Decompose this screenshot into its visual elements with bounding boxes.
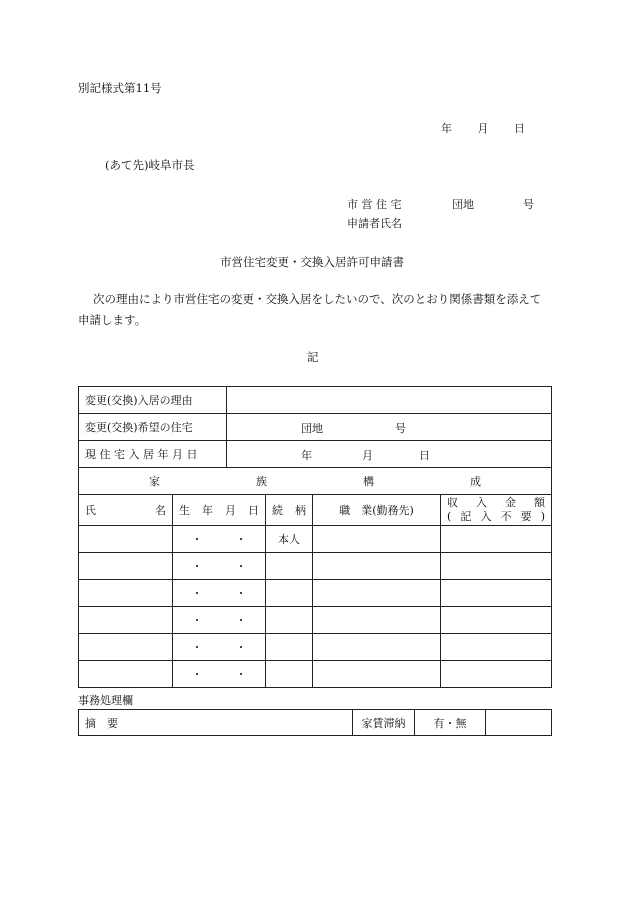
member-name[interactable] <box>79 661 173 688</box>
table-row <box>79 661 552 688</box>
col-birth-gatsu: 月 <box>225 504 236 517</box>
col-income-shu: 収 <box>447 496 458 509</box>
col-income-open-paren: ( <box>447 510 452 523</box>
movein-month: 月 <box>362 449 373 462</box>
office-rent-label: 家賃滞納 <box>353 710 415 736</box>
member-income[interactable] <box>441 580 552 607</box>
family-header-kou: 構 <box>363 475 374 488</box>
col-income-you: 要 <box>520 510 532 523</box>
applicant-housing-label: 市 営 住 宅 <box>347 198 402 211</box>
col-income-nyu: 入 <box>476 496 487 509</box>
member-relation[interactable] <box>266 634 313 661</box>
date-year: 年 <box>441 122 452 135</box>
member-job[interactable] <box>313 526 441 553</box>
col-relation-gara: 柄 <box>295 504 306 517</box>
applicant-go: 号 <box>523 198 534 211</box>
office-table <box>78 709 552 736</box>
desired-field[interactable] <box>227 414 552 441</box>
office-row <box>79 710 552 736</box>
col-name-mei: 名 <box>155 504 166 517</box>
member-relation[interactable] <box>266 607 313 634</box>
member-birth[interactable]: ・ ・ <box>173 607 266 634</box>
col-relation-zoku: 続 <box>272 504 283 517</box>
applicant-name-label: 申請者氏名 <box>347 217 402 230</box>
office-blank[interactable] <box>486 710 552 736</box>
member-job[interactable] <box>313 580 441 607</box>
col-income-ki: 記 <box>460 510 472 523</box>
reason-row <box>79 387 552 414</box>
table-row <box>79 580 552 607</box>
desired-danchi: 団地 <box>301 422 323 435</box>
family-header-sei: 成 <box>470 475 481 488</box>
movein-label-text: 現 住 宅 入 居 年 月 日 <box>85 448 198 461</box>
member-job[interactable] <box>313 607 441 634</box>
col-income <box>441 495 552 526</box>
family-header <box>79 468 552 495</box>
column-header-row <box>79 495 552 526</box>
date-day: 日 <box>514 122 525 135</box>
body-line-2: 申請します。 <box>78 313 147 327</box>
date-line <box>441 120 525 136</box>
movein-year: 年 <box>301 449 312 462</box>
col-income-gaku: 額 <box>534 496 545 509</box>
desired-label: 変更(交換)希望の住宅 <box>79 414 227 441</box>
member-job[interactable] <box>313 553 441 580</box>
member-birth[interactable]: ・ ・ <box>173 580 266 607</box>
member-name[interactable] <box>79 526 173 553</box>
applicant-danchi: 団地 <box>452 198 474 211</box>
member-name[interactable] <box>79 553 173 580</box>
member-income[interactable] <box>441 607 552 634</box>
reason-field[interactable] <box>227 387 552 414</box>
family-header-row <box>79 468 552 495</box>
col-name <box>79 495 173 526</box>
table-row <box>79 634 552 661</box>
member-job[interactable] <box>313 661 441 688</box>
member-relation[interactable] <box>266 661 313 688</box>
office-yes-no[interactable]: 有・無 <box>415 710 486 736</box>
member-income[interactable] <box>441 634 552 661</box>
table-row <box>79 607 552 634</box>
col-income-fu: 不 <box>500 510 512 523</box>
application-table <box>78 386 552 688</box>
member-name[interactable] <box>79 607 173 634</box>
member-relation[interactable] <box>266 553 313 580</box>
desired-go: 号 <box>395 422 406 435</box>
ki-heading: 記 <box>307 350 319 364</box>
member-birth[interactable]: ・ ・ <box>173 661 266 688</box>
date-month: 月 <box>477 122 489 135</box>
col-income-close-paren: ) <box>540 510 545 523</box>
form-number: 別記様式第11号 <box>78 81 162 95</box>
table-row <box>79 526 552 553</box>
document-title: 市営住宅変更・交換入居許可申請書 <box>220 255 404 269</box>
family-header-zoku: 族 <box>256 475 267 488</box>
col-birth-sei: 生 <box>179 504 190 517</box>
col-birth-nichi: 日 <box>248 504 259 517</box>
member-job[interactable] <box>313 634 441 661</box>
movein-row <box>79 441 552 468</box>
member-birth[interactable]: ・ ・ <box>173 526 266 553</box>
body-line-1: 次の理由により市営住宅の変更・交換入居をしたいので、次のとおり関係書類を添えて <box>93 292 542 306</box>
movein-label <box>79 441 227 468</box>
member-relation[interactable]: 本人 <box>266 526 313 553</box>
member-name[interactable] <box>79 580 173 607</box>
col-income-nyu2: 入 <box>480 510 492 523</box>
col-relation <box>266 495 313 526</box>
member-birth[interactable]: ・ ・ <box>173 634 266 661</box>
col-birth <box>173 495 266 526</box>
member-birth[interactable]: ・ ・ <box>173 553 266 580</box>
col-name-shi: 氏 <box>85 504 96 517</box>
table-row <box>79 553 552 580</box>
office-label: 事務処理欄 <box>78 694 133 707</box>
col-job: 職 業(勤務先) <box>313 495 441 526</box>
member-name[interactable] <box>79 634 173 661</box>
member-relation[interactable] <box>266 580 313 607</box>
office-summary[interactable]: 摘 要 <box>79 710 353 736</box>
family-header-ka: 家 <box>149 475 160 488</box>
movein-day: 日 <box>419 449 430 462</box>
member-income[interactable] <box>441 553 552 580</box>
member-income[interactable] <box>441 661 552 688</box>
movein-field[interactable] <box>227 441 552 468</box>
col-birth-nen: 年 <box>202 504 213 517</box>
reason-label: 変更(交換)入居の理由 <box>79 387 227 414</box>
addressee: (あて先)岐阜市長 <box>105 158 195 172</box>
desired-row <box>79 414 552 441</box>
col-income-kin: 金 <box>505 496 516 509</box>
member-income[interactable] <box>441 526 552 553</box>
